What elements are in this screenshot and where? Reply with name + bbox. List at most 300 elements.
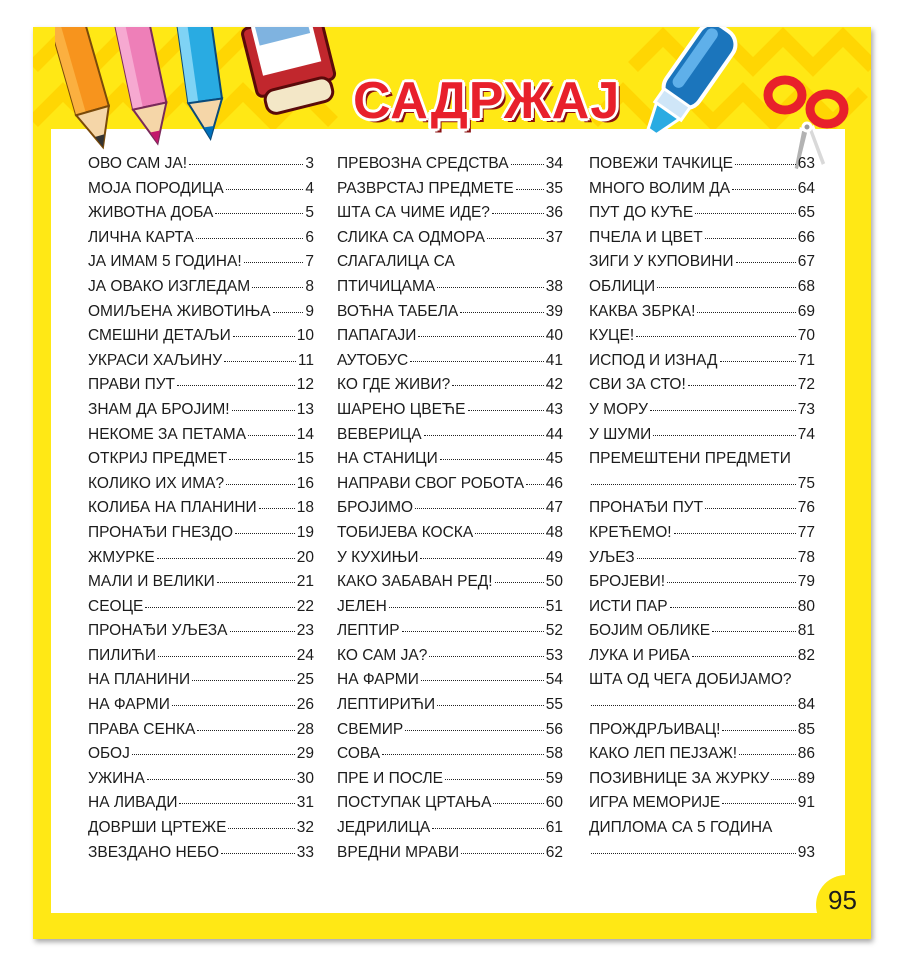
dot-leader xyxy=(591,705,796,706)
entry-title: ВЕВЕРИЦА xyxy=(337,425,422,443)
dot-leader xyxy=(172,705,295,706)
contents-entry xyxy=(337,499,563,524)
entry-title: ДОВРШИ ЦРТЕЖЕ xyxy=(88,819,227,837)
contents-column-3 xyxy=(589,155,815,868)
dot-leader xyxy=(273,312,304,313)
entry-page-number: 55 xyxy=(545,696,563,714)
entry-page-number: 44 xyxy=(545,425,563,443)
entry-page-number: 15 xyxy=(296,450,314,468)
dot-leader xyxy=(221,853,295,854)
entry-title: БРОЈЕВИ! xyxy=(589,573,666,591)
entry-page-number: 14 xyxy=(296,425,314,443)
entry-title: НА ПЛАНИНИ xyxy=(88,671,191,689)
contents-entry xyxy=(88,721,314,746)
contents-entry xyxy=(337,475,563,500)
contents-entry xyxy=(88,647,314,672)
entry-page-number: 78 xyxy=(797,548,815,566)
entry-page-number: 51 xyxy=(545,597,563,615)
entry-page-number: 30 xyxy=(296,769,314,787)
dot-leader xyxy=(437,287,543,288)
entry-page-number: 36 xyxy=(545,204,563,222)
contents-entry xyxy=(589,180,815,205)
contents-entry xyxy=(589,303,815,328)
contents-entry xyxy=(88,622,314,647)
contents-entry xyxy=(337,253,563,278)
contents-entry xyxy=(337,844,563,869)
contents-entry xyxy=(337,229,563,254)
entry-page-number: 21 xyxy=(296,573,314,591)
contents-entry xyxy=(337,647,563,672)
marker-icon xyxy=(238,27,358,119)
entry-page-number: 74 xyxy=(797,425,815,443)
dot-leader xyxy=(177,385,295,386)
entry-page-number: 89 xyxy=(797,769,815,787)
dot-leader xyxy=(670,607,796,608)
entry-title: ШАРЕНО ЦВЕЋЕ xyxy=(337,400,466,418)
contents-entry xyxy=(337,696,563,721)
entry-title: ПРАВИ ПУТ xyxy=(88,376,176,394)
entry-page-number: 31 xyxy=(296,794,314,812)
contents-entry xyxy=(337,303,563,328)
entry-page-number: 66 xyxy=(797,228,815,246)
entry-title: ШТА ОД ЧЕГА ДОБИЈАМО? xyxy=(589,671,792,689)
dot-leader xyxy=(692,656,796,657)
entry-title: У КУХИЊИ xyxy=(337,548,419,566)
dot-leader xyxy=(720,361,796,362)
dot-leader xyxy=(179,803,294,804)
contents-entry xyxy=(337,770,563,795)
entry-title: БОЈИМ ОБЛИКЕ xyxy=(589,622,711,640)
dot-leader xyxy=(732,189,796,190)
contents-entry xyxy=(88,598,314,623)
contents-entry xyxy=(88,671,314,696)
contents-entry xyxy=(337,745,563,770)
entry-title: ЈА ОВАКО ИЗГЛЕДАМ xyxy=(88,277,251,295)
entry-page-number: 34 xyxy=(545,155,563,172)
entry-title: ЖИВОТНА ДОБА xyxy=(88,204,214,222)
dot-leader xyxy=(722,730,795,731)
contents-entry xyxy=(88,475,314,500)
entry-title: СМЕШНИ ДЕТАЉИ xyxy=(88,327,231,345)
dot-leader xyxy=(722,803,795,804)
entry-title: УКРАСИ ХАЉИНУ xyxy=(88,351,223,369)
entry-title: ПАПАГАЈИ xyxy=(337,327,417,345)
entry-page-number: 41 xyxy=(545,351,563,369)
entry-page-number: 11 xyxy=(297,351,314,369)
entry-page-number: 61 xyxy=(545,819,563,837)
entry-page-number: 65 xyxy=(797,204,815,222)
entry-page-number: 26 xyxy=(296,696,314,714)
entry-title: НА ФАРМИ xyxy=(88,696,170,714)
contents-entry xyxy=(589,573,815,598)
contents-entry xyxy=(589,450,815,475)
contents-entry xyxy=(589,426,815,451)
entry-page-number: 76 xyxy=(797,499,815,517)
entry-page-number: 79 xyxy=(797,573,815,591)
contents-entry xyxy=(589,819,815,844)
entry-title: ЛУКА И РИБА xyxy=(589,646,690,664)
entry-title: ПРОНАЂИ УЉЕЗА xyxy=(88,622,228,640)
entry-title: НА ЛИВАДИ xyxy=(88,794,178,812)
entry-page-number: 71 xyxy=(797,351,815,369)
dot-leader xyxy=(705,508,796,509)
entry-title: ПРОЖДРЉИВАЦ! xyxy=(589,720,721,738)
entry-page-number: 70 xyxy=(797,327,815,345)
dot-leader xyxy=(511,164,544,165)
contents-entry xyxy=(589,229,815,254)
contents-entry xyxy=(88,204,314,229)
contents-entry xyxy=(337,376,563,401)
entry-page-number: 29 xyxy=(296,745,314,763)
entry-page-number: 84 xyxy=(797,696,815,714)
entry-title: ШТА СА ЧИМЕ ИДЕ? xyxy=(337,204,490,222)
contents-entry xyxy=(589,524,815,549)
entry-title: ПРАВА СЕНКА xyxy=(88,720,196,738)
entry-page-number: 20 xyxy=(296,548,314,566)
contents-entry xyxy=(337,155,563,180)
entry-page-number: 12 xyxy=(296,376,314,394)
dot-leader xyxy=(495,582,544,583)
entry-title: СВИ ЗА СТО! xyxy=(589,376,686,394)
dot-leader xyxy=(189,164,303,165)
contents-entry xyxy=(589,327,815,352)
contents-entry xyxy=(589,549,815,574)
entry-page-number: 53 xyxy=(545,646,563,664)
contents-entry xyxy=(337,819,563,844)
entry-title: КОЛИБА НА ПЛАНИНИ xyxy=(88,499,257,517)
entry-title: ВРЕДНИ МРАВИ xyxy=(337,843,460,861)
dot-leader xyxy=(389,607,544,608)
contents-entry xyxy=(589,794,815,819)
contents-entry xyxy=(88,327,314,352)
contents-entry xyxy=(589,352,815,377)
contents-entry xyxy=(88,794,314,819)
entry-title: НЕКОМЕ ЗА ПЕТАМА xyxy=(88,425,247,443)
dot-leader xyxy=(252,287,303,288)
contents-entry xyxy=(337,622,563,647)
dot-leader xyxy=(688,385,796,386)
entry-page-number: 5 xyxy=(305,204,314,222)
contents-entry xyxy=(589,204,815,229)
dot-leader xyxy=(192,680,295,681)
contents-entry xyxy=(88,696,314,721)
entry-page-number: 33 xyxy=(296,843,314,861)
entry-page-number: 6 xyxy=(305,228,314,246)
entry-page-number: 24 xyxy=(296,646,314,664)
contents-entry xyxy=(337,524,563,549)
dot-leader xyxy=(657,287,796,288)
contents-entry xyxy=(589,598,815,623)
page-title: САДРЖАЈ xyxy=(353,72,621,130)
dot-leader xyxy=(695,213,796,214)
entry-title: КРЕЋЕМО! xyxy=(589,523,672,541)
entry-page-number: 48 xyxy=(545,523,563,541)
entry-page-number: 47 xyxy=(545,499,563,517)
entry-page-number: 69 xyxy=(797,302,815,320)
contents-entry xyxy=(337,549,563,574)
entry-title: ЈЕДРИЛИЦА xyxy=(337,819,431,837)
contents-entry xyxy=(337,352,563,377)
dot-leader xyxy=(445,779,544,780)
entry-page-number: 37 xyxy=(545,228,563,246)
dot-leader xyxy=(653,435,795,436)
entry-page-number: 3 xyxy=(305,155,314,172)
contents-entry xyxy=(88,819,314,844)
contents-entry xyxy=(589,696,815,721)
entry-title: КУЦЕ! xyxy=(589,327,635,345)
dot-leader xyxy=(230,631,295,632)
contents-entry xyxy=(88,155,314,180)
dot-leader xyxy=(226,189,304,190)
contents-entry xyxy=(88,549,314,574)
entry-page-number: 86 xyxy=(797,745,815,763)
dot-leader xyxy=(402,631,544,632)
contents-entry xyxy=(589,278,815,303)
entry-title: КО САМ ЈА? xyxy=(337,646,428,664)
entry-title: НА СТАНИЦИ xyxy=(337,450,438,468)
dot-leader xyxy=(420,558,543,559)
dot-leader xyxy=(452,385,543,386)
entry-title: ПРОНАЂИ ПУТ xyxy=(589,499,704,517)
contents-entry xyxy=(88,450,314,475)
contents-column-2 xyxy=(337,155,563,868)
dot-leader xyxy=(493,803,543,804)
dot-leader xyxy=(228,828,294,829)
entry-title: СВЕМИР xyxy=(337,720,404,738)
dot-leader xyxy=(424,435,544,436)
entry-title: УЖИНА xyxy=(88,769,145,787)
entry-title: МАЛИ И ВЕЛИКИ xyxy=(88,573,215,591)
contents-entry xyxy=(337,598,563,623)
dot-leader xyxy=(229,459,295,460)
contents-entry xyxy=(88,376,314,401)
dot-leader xyxy=(145,607,294,608)
dot-leader xyxy=(468,410,544,411)
contents-entry xyxy=(337,450,563,475)
contents-entry xyxy=(337,327,563,352)
dot-leader xyxy=(429,656,543,657)
dot-leader xyxy=(437,705,544,706)
contents-entry xyxy=(88,278,314,303)
entry-page-number: 50 xyxy=(545,573,563,591)
dot-leader xyxy=(226,484,295,485)
entry-title: ПИЛИЋИ xyxy=(88,646,156,664)
dot-leader xyxy=(591,853,796,854)
contents-entry xyxy=(589,401,815,426)
entry-page-number: 38 xyxy=(545,277,563,295)
dot-leader xyxy=(771,779,795,780)
entry-page-number: 62 xyxy=(545,843,563,861)
contents-entry xyxy=(589,475,815,500)
contents-entry xyxy=(88,253,314,278)
entry-title: СЛАГАЛИЦА СА xyxy=(337,253,455,271)
contents-entry xyxy=(337,671,563,696)
dot-leader xyxy=(215,213,303,214)
entry-page-number: 63 xyxy=(797,155,815,172)
entry-title: КАКО ЗАБАВАН РЕД! xyxy=(337,573,493,591)
entry-title: ИГРА МЕМОРИЈЕ xyxy=(589,794,721,812)
entry-title: МНОГО ВОЛИМ ДА xyxy=(589,179,731,197)
dot-leader xyxy=(418,336,543,337)
dot-leader xyxy=(637,558,796,559)
dot-leader xyxy=(147,779,295,780)
entry-title: ПОВЕЖИ ТАЧКИЦЕ xyxy=(589,155,734,172)
contents-entry xyxy=(88,844,314,869)
dot-leader xyxy=(460,312,543,313)
entry-page-number: 19 xyxy=(296,523,314,541)
dot-leader xyxy=(217,582,295,583)
contents-column-1 xyxy=(88,155,314,868)
entry-page-number: 91 xyxy=(797,794,815,812)
contents-entry xyxy=(88,524,314,549)
entry-title: У МОРУ xyxy=(589,400,648,418)
contents-entry xyxy=(88,499,314,524)
contents-entry xyxy=(337,721,563,746)
entry-page-number: 81 xyxy=(797,622,815,640)
entry-title: ОМИЉЕНА ЖИВОТИЊА xyxy=(88,302,271,320)
dot-leader xyxy=(516,189,544,190)
contents-entry xyxy=(337,180,563,205)
entry-title: ЗНАМ ДА БРОЈИМ! xyxy=(88,400,230,418)
entry-page-number: 8 xyxy=(305,277,314,295)
entry-page-number: 49 xyxy=(545,548,563,566)
contents-entry xyxy=(88,573,314,598)
entry-page-number: 93 xyxy=(797,843,815,861)
entry-page-number: 52 xyxy=(545,622,563,640)
contents-entry xyxy=(337,426,563,451)
dot-leader xyxy=(432,828,544,829)
dot-leader xyxy=(736,262,796,263)
entry-title: КО ГДЕ ЖИВИ? xyxy=(337,376,451,394)
dot-leader xyxy=(650,410,796,411)
contents-entry xyxy=(589,376,815,401)
contents-entry xyxy=(88,229,314,254)
dot-leader xyxy=(235,533,295,534)
page-number-badge xyxy=(816,875,871,935)
entry-page-number: 85 xyxy=(797,720,815,738)
contents-entry xyxy=(337,278,563,303)
contents-entry xyxy=(88,745,314,770)
entry-title: НАПРАВИ СВОГ РОБОТА xyxy=(337,474,525,492)
entry-title: ДИПЛОМА СА 5 ГОДИНА xyxy=(589,819,773,837)
entry-title: ЛЕПТИР xyxy=(337,622,400,640)
contents-entry xyxy=(589,155,815,180)
contents-entry xyxy=(589,622,815,647)
entry-title: ЖМУРКЕ xyxy=(88,548,155,566)
entry-page-number: 60 xyxy=(545,794,563,812)
entry-page-number: 46 xyxy=(545,474,563,492)
contents-page xyxy=(33,27,871,939)
entry-title: ИСПОД И ИЗНАД xyxy=(589,351,718,369)
contents-entry xyxy=(88,303,314,328)
entry-page-number: 32 xyxy=(296,819,314,837)
contents-entry xyxy=(589,770,815,795)
dot-leader xyxy=(158,656,295,657)
dot-leader xyxy=(421,680,544,681)
dot-leader xyxy=(259,508,295,509)
entry-page-number: 39 xyxy=(545,302,563,320)
dot-leader xyxy=(697,312,795,313)
entry-title: ОТКРИЈ ПРЕДМЕТ xyxy=(88,450,228,468)
dot-leader xyxy=(667,582,796,583)
contents-entry xyxy=(88,352,314,377)
entry-title: ТОБИЈЕВА КОСКА xyxy=(337,523,474,541)
entry-page-number: 10 xyxy=(296,327,314,345)
contents-entry xyxy=(88,770,314,795)
contents-entry xyxy=(589,499,815,524)
contents-entry xyxy=(589,844,815,869)
dot-leader xyxy=(739,754,796,755)
entry-page-number: 40 xyxy=(545,327,563,345)
entry-title: ОБЛИЦИ xyxy=(589,277,656,295)
entry-title: ЗВЕЗДАНО НЕБО xyxy=(88,843,220,861)
entry-title: ЗИГИ У КУПОВИНИ xyxy=(589,253,734,271)
entry-title: СЕОЦЕ xyxy=(88,597,144,615)
entry-title: У ШУМИ xyxy=(589,425,652,443)
contents-entry xyxy=(589,671,815,696)
entry-title: СОВА xyxy=(337,745,381,763)
entry-page-number: 68 xyxy=(797,277,815,295)
entry-title: ПРОНАЂИ ГНЕЗДО xyxy=(88,523,234,541)
entry-title: КОЛИКО ИХ ИМА? xyxy=(88,474,225,492)
dot-leader xyxy=(492,213,544,214)
dot-leader xyxy=(410,361,544,362)
entry-title: УЉЕЗ xyxy=(589,548,635,566)
entry-title: ПРЕ И ПОСЛЕ xyxy=(337,769,443,787)
entry-title: КАКВА ЗБРКА! xyxy=(589,302,696,320)
entry-title: ПУТ ДО КУЋЕ xyxy=(589,204,694,222)
entry-title: ВОЋНА ТАБЕЛА xyxy=(337,302,459,320)
dot-leader xyxy=(440,459,544,460)
contents-entry xyxy=(589,721,815,746)
entry-page-number: 64 xyxy=(797,179,815,197)
entry-page-number: 28 xyxy=(296,720,314,738)
dot-leader xyxy=(232,410,295,411)
dot-leader xyxy=(475,533,544,534)
highlighter-icon xyxy=(631,27,741,149)
entry-title: АУТОБУС xyxy=(337,351,409,369)
contents-entry xyxy=(589,253,815,278)
entry-title: НА ФАРМИ xyxy=(337,671,419,689)
entry-page-number: 43 xyxy=(545,400,563,418)
dot-leader xyxy=(636,336,796,337)
entry-title: КАКО ЛЕП ПЕЈЗАЖ! xyxy=(589,745,738,763)
entry-title: ЈА ИМАМ 5 ГОДИНА! xyxy=(88,253,242,271)
contents-entry xyxy=(589,647,815,672)
entry-page-number: 9 xyxy=(305,302,314,320)
entry-page-number: 13 xyxy=(296,400,314,418)
entry-page-number: 22 xyxy=(296,597,314,615)
dot-leader xyxy=(197,730,294,731)
page-number: 95 xyxy=(828,885,857,915)
dot-leader xyxy=(591,484,796,485)
entry-page-number: 77 xyxy=(797,523,815,541)
entry-title: ИСТИ ПАР xyxy=(589,597,668,615)
entry-title: ПОСТУПАК ЦРТАЊА xyxy=(337,794,492,812)
contents-entry xyxy=(88,426,314,451)
contents-entry xyxy=(88,180,314,205)
entry-page-number: 56 xyxy=(545,720,563,738)
dot-leader xyxy=(224,361,296,362)
dot-leader xyxy=(461,853,544,854)
entry-title: ЈЕЛЕН xyxy=(337,597,387,615)
entry-title: ПТИЧИЦАМА xyxy=(337,277,436,295)
entry-page-number: 42 xyxy=(545,376,563,394)
dot-leader xyxy=(712,631,796,632)
entry-title: ПРЕВОЗНА СРЕДСТВА xyxy=(337,155,509,172)
dot-leader xyxy=(244,262,304,263)
entry-page-number: 7 xyxy=(305,253,314,271)
